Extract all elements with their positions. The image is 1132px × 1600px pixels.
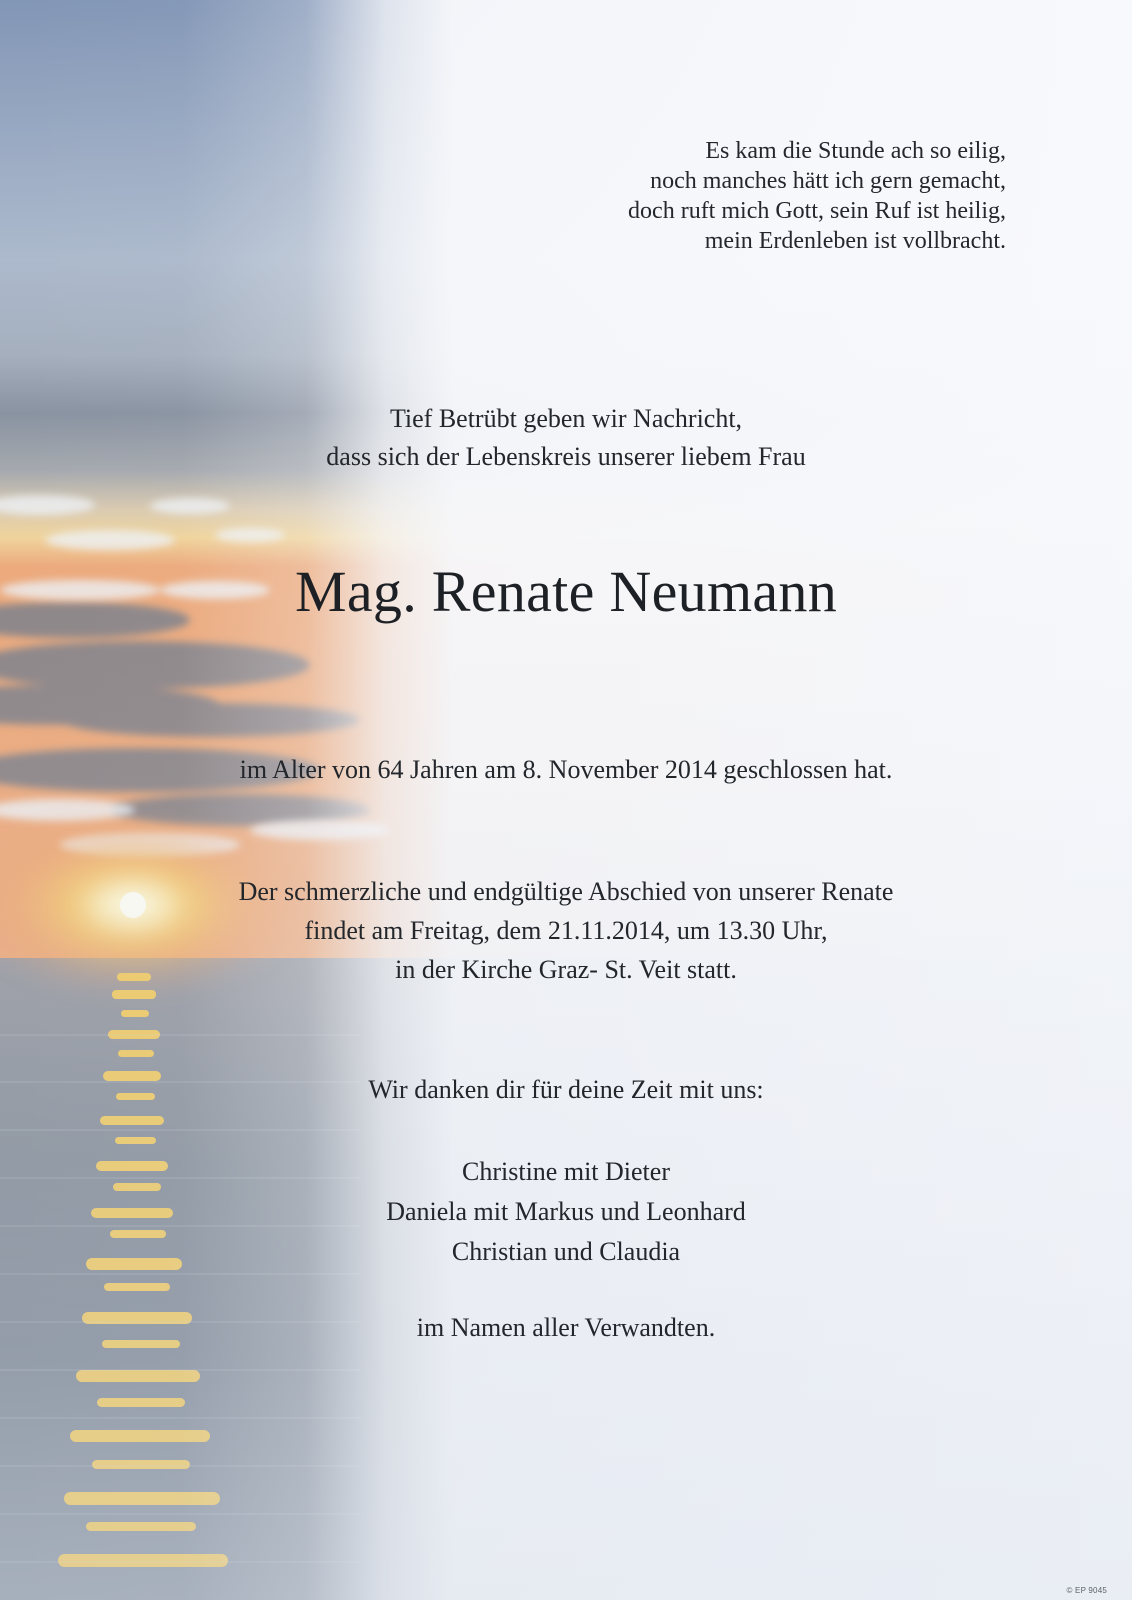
funeral-line: in der Kirche Graz- St. Veit statt. [395, 955, 737, 984]
mourners-list [0, 1152, 1132, 1272]
poem-block [486, 136, 1006, 256]
footer-code: © EP 9045 [1066, 1586, 1107, 1595]
poem-line: doch ruft mich Gott, sein Ruf ist heilig, [628, 198, 1006, 224]
poem-line: Es kam die Stunde ach so eilig, [705, 138, 1006, 164]
mourner-name: Daniela mit Markus und Leonhard [386, 1197, 746, 1226]
age-and-date-line: im Alter von 64 Jahren am 8. November 2014 geschlossen hat. [239, 755, 893, 784]
poem-line: noch manches hätt ich gern gemacht, [650, 168, 1006, 194]
funeral-details [0, 872, 1132, 989]
intro-line: Tief Betrübt geben wir Nachricht, [389, 404, 743, 433]
thanks-line: Wir danken dir für deine Zeit mit uns: [368, 1075, 764, 1104]
mourner-name: Christine mit Dieter [462, 1157, 670, 1186]
funeral-line: findet am Freitag, dem 21.11.2014, um 13.30 Uhr, [304, 916, 828, 945]
poem-line: mein Erdenleben ist vollbracht. [704, 228, 1006, 254]
closing-line: im Namen aller Verwandten. [416, 1313, 716, 1342]
intro-line: dass sich der Lebenskreis unserer liebem Frau [326, 442, 806, 471]
funeral-line: Der schmerzliche und endgültige Abschied von unserer Renate [238, 877, 894, 906]
mourner-name: Christian und Claudia [451, 1237, 681, 1266]
deceased-name: Mag. Renate Neumann [294, 559, 838, 624]
intro-text [0, 400, 1132, 476]
